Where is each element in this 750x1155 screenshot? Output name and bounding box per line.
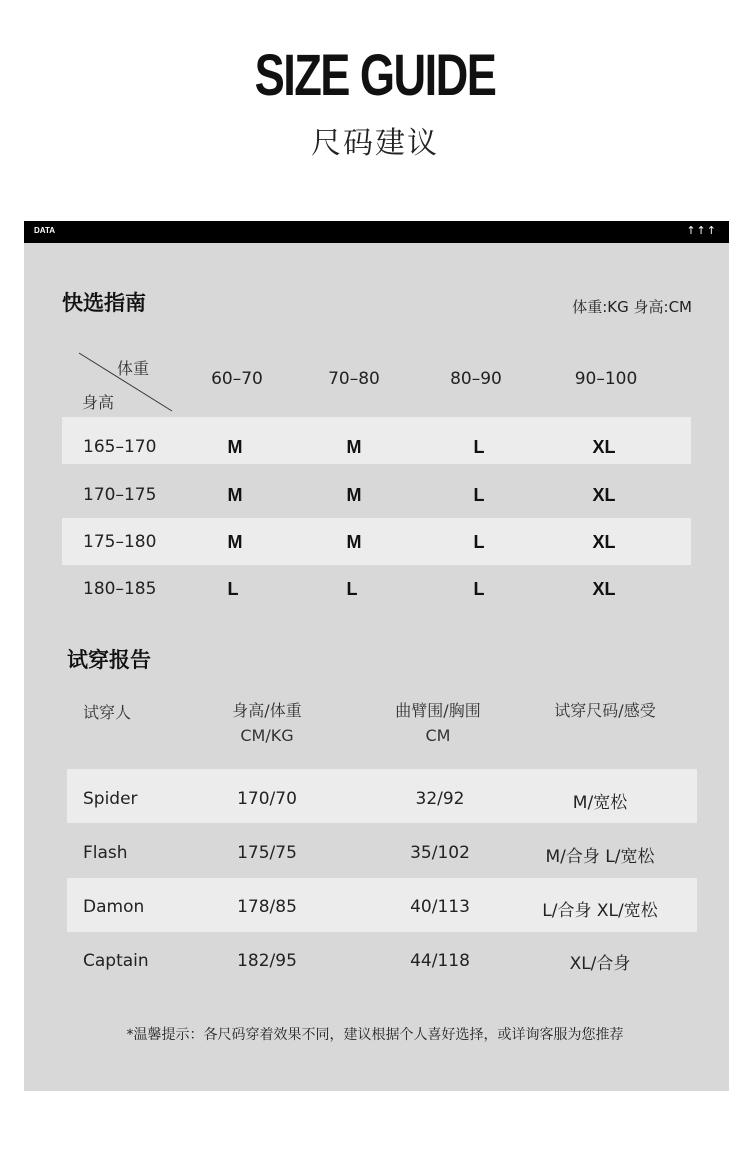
weight-column-header: 90–100: [574, 369, 638, 389]
height-weight-cell: 170/70: [237, 789, 297, 809]
size-cell: XL: [592, 579, 616, 599]
weight-column-header: 60–70: [211, 369, 263, 389]
data-bar-label: DATA: [34, 226, 56, 235]
fit-report-heading: 试穿报告: [67, 648, 151, 672]
height-weight-cell: 178/85: [237, 897, 297, 917]
size-cell: M: [346, 485, 362, 505]
size-cell: L: [346, 579, 358, 599]
column-header-line: 试穿尺码/感受: [554, 701, 656, 720]
column-header-height-weight: [197, 698, 337, 748]
size-cell: L: [473, 485, 485, 505]
height-weight-cell: 182/95: [237, 951, 297, 971]
size-cell: L: [473, 579, 485, 599]
fit-cell: M/宽松: [572, 793, 628, 813]
quick-guide-heading: 快选指南: [62, 291, 146, 315]
column-header-tester: 试穿人: [83, 703, 132, 722]
column-header-fit: [525, 698, 685, 723]
corner-height-label: 身高: [82, 393, 115, 412]
size-cell: XL: [592, 532, 616, 552]
fit-cell: M/合身 L/宽松: [545, 847, 655, 867]
weight-column-header: 70–80: [328, 369, 380, 389]
corner-weight-label: 体重: [117, 359, 150, 378]
size-cell: L: [227, 579, 239, 599]
size-cell: M: [346, 437, 362, 457]
page-subtitle: 尺码建议: [311, 126, 439, 161]
arrows-icon: ↑↑↑: [686, 224, 717, 237]
arm-chest-cell: 35/102: [410, 843, 470, 863]
height-weight-cell: 175/75: [237, 843, 297, 863]
size-cell: XL: [592, 485, 616, 505]
column-header-line: 身高/体重: [232, 701, 302, 720]
size-cell: M: [227, 485, 243, 505]
size-cell: M: [346, 532, 362, 552]
size-cell: M: [227, 437, 243, 457]
units-note: 体重:KG 身高:CM: [572, 298, 692, 316]
tester-name: Captain: [83, 951, 149, 971]
footer-note: *温馨提示：各尺码穿着效果不同，建议根据个人喜好选择，或详询客服为您推荐: [126, 1027, 624, 1043]
data-bar: [24, 221, 729, 243]
fit-cell: L/合身 XL/宽松: [542, 901, 658, 921]
height-row-label: 180–185: [83, 579, 157, 599]
size-cell: L: [473, 437, 485, 457]
size-cell: M: [227, 532, 243, 552]
column-header-unit: CM: [425, 726, 451, 745]
fit-cell: XL/合身: [569, 954, 631, 974]
column-header-arm-chest: [368, 698, 508, 748]
weight-column-header: 80–90: [450, 369, 502, 389]
page-title: SIZE GUIDE: [254, 43, 496, 108]
height-row-label: 170–175: [83, 485, 157, 505]
column-header-line: 曲臂围/胸围: [395, 701, 481, 720]
column-header-unit: CM/KG: [240, 726, 294, 745]
arm-chest-cell: 32/92: [415, 789, 465, 809]
height-row-label: 165–170: [83, 437, 157, 457]
tester-name: Damon: [83, 897, 145, 917]
arm-chest-cell: 40/113: [410, 897, 470, 917]
size-cell: L: [473, 532, 485, 552]
tester-name: Spider: [83, 789, 138, 809]
arm-chest-cell: 44/118: [410, 951, 470, 971]
tester-name: Flash: [83, 843, 128, 863]
height-row-label: 175–180: [83, 532, 157, 552]
size-cell: XL: [592, 437, 616, 457]
